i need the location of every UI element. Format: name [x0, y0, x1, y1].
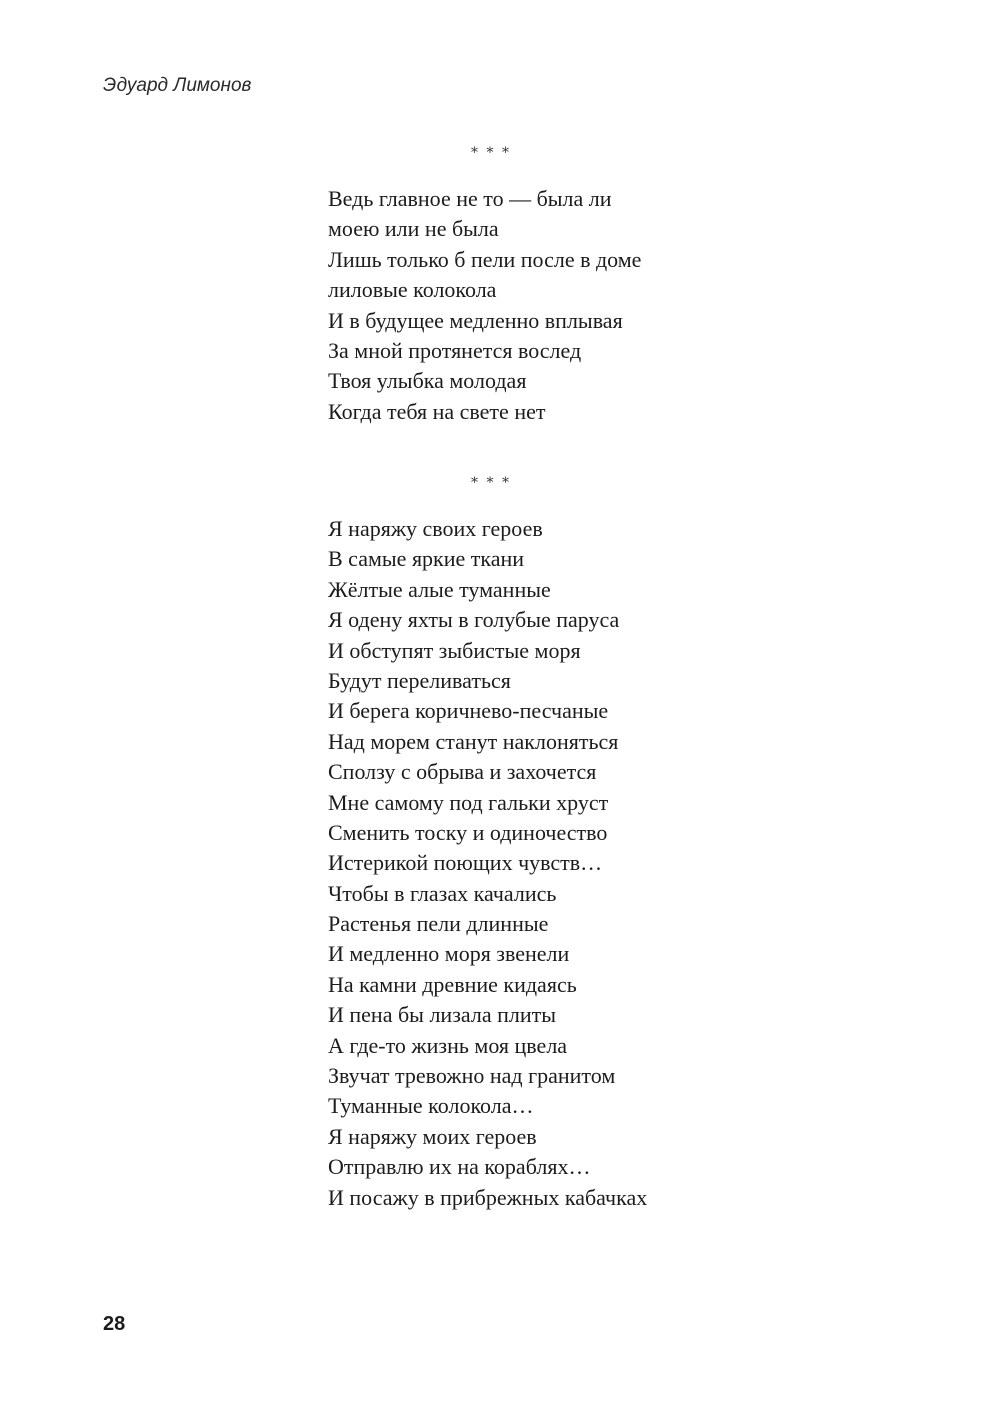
poem-line: И обступят зыбистые моря [328, 637, 581, 663]
poem-line: Мне самому под гальки хруст [328, 789, 609, 815]
poem-line: За мной протянется вослед [328, 337, 582, 363]
poem-line: Истерикой поющих чувств… [328, 850, 603, 876]
poem-line: Чтобы в глазах качались [328, 880, 557, 906]
poem-line: Сползу с обрыва и захочется [328, 759, 597, 785]
poem-line: Туманные колокола… [328, 1093, 534, 1119]
poem-line: лиловые колокола [328, 277, 497, 303]
poem-line: Над морем станут наклоняться [328, 728, 619, 754]
poem-line: И берега коричнево-песчаные [328, 698, 609, 724]
poem-line: И медленно моря звенели [328, 941, 570, 967]
section-separator: * * * [471, 145, 511, 161]
poem-line: Ведь главное не то — была ли [328, 186, 612, 211]
poem-line: Когда тебя на свете нет [328, 398, 546, 424]
poem-line: И в будущее медленно вплывая [328, 307, 623, 333]
poem-line: И посажу в прибрежных кабачках [328, 1184, 648, 1210]
poem-line: А где-то жизнь моя цвела [328, 1032, 568, 1058]
poem-line: Будут переливаться [328, 667, 511, 693]
poem-line: Звучат тревожно над гранитом [328, 1063, 616, 1089]
poem-line: Лишь только б пели после в доме [328, 246, 642, 272]
poem-line: Я наряжу моих героев [328, 1123, 537, 1149]
poem-2-lines [328, 514, 647, 1213]
running-head-author: Эдуард Лимонов [103, 75, 252, 96]
page-number: 28 [103, 1313, 126, 1335]
poem-line: Сменить тоску и одиночество [328, 819, 608, 845]
poem-line: моею или не была [328, 216, 499, 242]
poem-line: Твоя улыбка молодая [328, 368, 527, 394]
poem-line: В самые яркие ткани [328, 546, 525, 572]
poem-line: Жёлтые алые туманные [328, 576, 551, 602]
poem-line: Отправлю их на кораблях… [328, 1154, 591, 1180]
poem-line: Я одену яхты в голубые паруса [328, 607, 620, 633]
poem-line: На камни древние кидаясь [328, 971, 577, 997]
poem-1-lines [328, 184, 641, 427]
poem-line: И пена бы лизала плиты [328, 1002, 557, 1028]
section-separator: * * * [471, 475, 511, 491]
poem-line: Растенья пели длинные [328, 911, 549, 937]
poem-line: Я наряжу своих героев [328, 516, 543, 541]
